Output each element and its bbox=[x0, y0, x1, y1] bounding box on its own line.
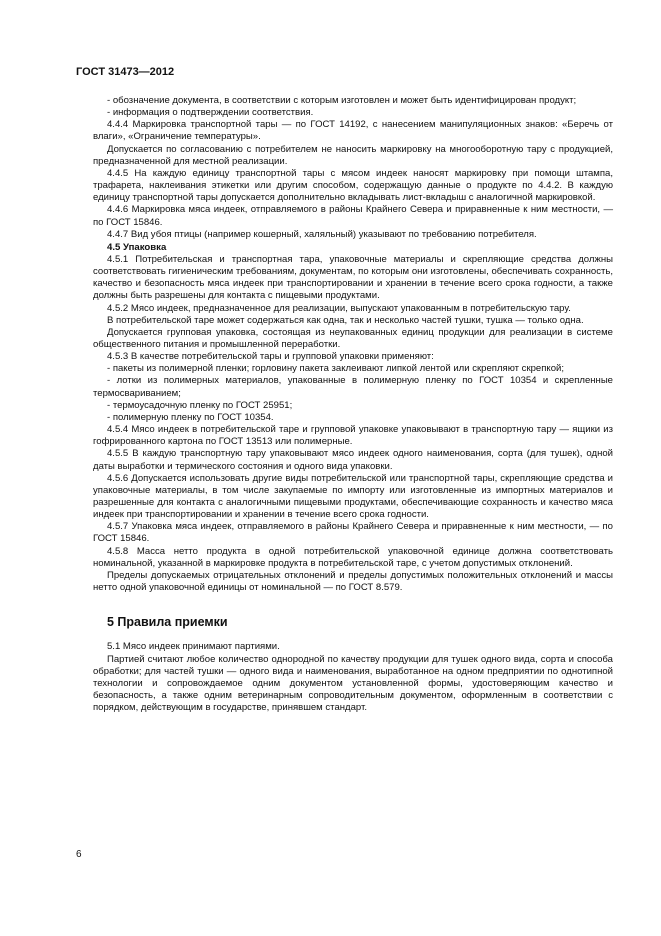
document-header: ГОСТ 31473—2012 bbox=[76, 66, 175, 78]
paragraph: - термоусадочную пленку по ГОСТ 25951; bbox=[107, 399, 293, 411]
page-number: 6 bbox=[76, 849, 82, 860]
paragraph: - пакеты из полимерной пленки; горловину пакета заклеивают липкой лентой или скрепляют скрепкой; bbox=[107, 363, 564, 375]
paragraph: 4.5.4 Мясо индеек в потребительской таре и групповой упаковке упаковывают в транспортную тару — ящики из гофрированного картона по ГОСТ 13513 или полимерные. bbox=[93, 424, 613, 448]
paragraph: - информация о подтверждении соответствия. bbox=[107, 107, 314, 119]
paragraph: 4.5.6 Допускается использовать другие виды потребительской или транспортной тары, скрепляющие средства и упаковочные материалы, в том числе закупаемые по импорту или изготовленные из импортных материалов и разрешенные для контакта с аналогичными пищевыми продуктами, обеспечивающие сохранность и качество мяса индеек при транспортировании и хранении в течение всего срока годности. bbox=[93, 472, 613, 521]
paragraph: 5.1 Мясо индеек принимают партиями. bbox=[107, 641, 280, 653]
section-heading-5: 5 Правила приемки bbox=[107, 615, 228, 630]
paragraph: 4.4.5 На каждую единицу транспортной тары с мясом индеек наносят маркировку при помощи штампа, трафарета, наклеивания этикетки или другим способом, содержащую данные о продукте по 4.4.2. В каждую единицу транспортной тары допускается дополнительно вкладывать лист-вкладыш с аналогичной маркировкой. bbox=[93, 167, 613, 204]
paragraph: 4.5.7 Упаковка мяса индеек, отправляемого в районы Крайнего Севера и приравненные к ним местности, — по ГОСТ 15846. bbox=[93, 521, 613, 545]
paragraph: - лотки из полимерных материалов, упакованные в полимерную пленку по ГОСТ 10354 и скрепленные термосвариванием; bbox=[93, 375, 613, 399]
paragraph: Партией считают любое количество однородной по качеству продукции для тушек одного вида, сорта и способа обработки; для частей тушки — одного вида и наименования, выработанное на одном предприятии по однотипной технологии и сопровождаемое одним документом установленной формы, удостоверяющим качество и безопасность, а также одним ветеринарным сопроводительным документом, оформленным в соответствии с порядком, действующим в государстве, принявшем стандарт. bbox=[93, 653, 613, 714]
paragraph: 4.4.4 Маркировка транспортной тары — по ГОСТ 14192, с нанесением манипуляционных знаков: «Беречь от влаги», «Ограничение температуры». bbox=[93, 119, 613, 143]
section-heading-4-5: 4.5 Упаковка bbox=[107, 241, 167, 253]
document-body bbox=[93, 95, 613, 714]
paragraph: Допускается по согласованию с потребителем не наносить маркировку на многооборотную тару с продукцией, предназначенной для местной реализации. bbox=[93, 143, 613, 167]
paragraph: 4.4.6 Маркировка мяса индеек, отправляемого в районы Крайнего Севера и приравненные к ним местности, — по ГОСТ 15846. bbox=[93, 204, 613, 228]
paragraph: 4.5.3 В качестве потребительской тары и групповой упаковки применяют: bbox=[107, 351, 434, 363]
paragraph: В потребительской таре может содержаться как одна, так и несколько частей тушки, тушка — только одна. bbox=[107, 314, 584, 326]
paragraph: 4.5.1 Потребительская и транспортная тара, упаковочные материалы и скрепляющие средства должны соответствовать гигиеническим требованиям, документам, по которым они изготовлены, обеспечивать сохранность, качество и безопасность мяса индеек при транспортировании и хранении в течение всего срока годности, а также должны быть разрешены для контакта с пищевыми продуктами. bbox=[93, 253, 613, 302]
paragraph: 4.4.7 Вид убоя птицы (например кошерный, халяльный) указывают по требованию потребителя. bbox=[107, 228, 537, 240]
paragraph: - обозначение документа, в соответствии с которым изготовлен и может быть идентифицирован продукт; bbox=[107, 95, 577, 106]
paragraph: 4.5.2 Мясо индеек, предназначенное для реализации, выпускают упакованным в потребительскую тару. bbox=[107, 302, 571, 314]
paragraph: 4.5.5 В каждую транспортную тару упаковывают мясо индеек одного наименования, сорта (для тушек), одной даты выработки и термического состояния и одного вида упаковки. bbox=[93, 448, 613, 472]
paragraph: - полимерную пленку по ГОСТ 10354. bbox=[107, 411, 274, 423]
paragraph: Допускается групповая упаковка, состоящая из неупакованных единиц продукции для реализации в системе общественного питания и промышленной переработки. bbox=[93, 326, 613, 350]
paragraph: Пределы допускаемых отрицательных отклонений и пределы допустимых положительных отклонений и массы нетто одной упаковочной единицы от номинальной — по ГОСТ 8.579. bbox=[93, 569, 613, 594]
paragraph: 4.5.8 Масса нетто продукта в одной потребительской упаковочной единице должна соответствовать номинальной, указанной в маркировке продукта в потребительской таре, с учетом допустимых отклонений. bbox=[93, 545, 613, 569]
